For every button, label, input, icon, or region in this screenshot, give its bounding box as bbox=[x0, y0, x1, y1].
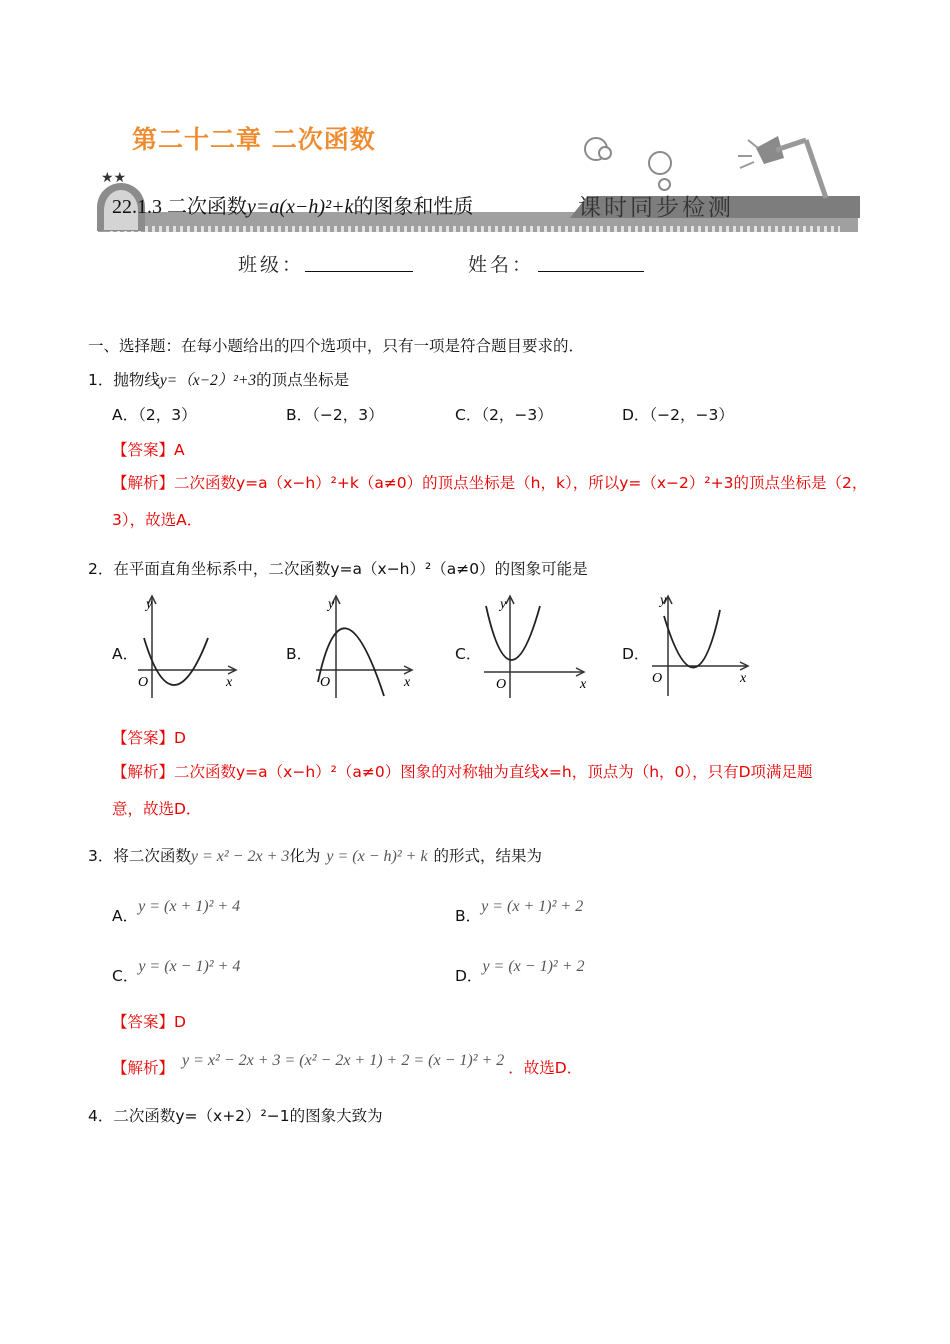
q2c-axis-x: x bbox=[580, 677, 587, 692]
chapter-title: 第二十二章 二次函数 bbox=[132, 125, 376, 154]
banner-dots bbox=[110, 226, 840, 232]
q2-option-b-label: B． bbox=[286, 645, 313, 663]
section-prefix: 22.1.3 二次函数 bbox=[112, 196, 247, 218]
q3-option-a-formula: y = (x + 1)² + 4 bbox=[138, 898, 241, 915]
q3-option-b-label: B． bbox=[455, 907, 482, 925]
q2-graph-c bbox=[480, 592, 590, 702]
q2d-axis-y: y bbox=[660, 593, 667, 608]
star-icon: ★★ bbox=[101, 170, 127, 186]
q1-analysis-line2: 3），故选A． bbox=[112, 511, 203, 529]
question-3-stem bbox=[88, 846, 542, 867]
q2-option-d-label: D． bbox=[622, 645, 650, 663]
bubble-icon-3 bbox=[658, 178, 671, 191]
q3-option-d-label: D． bbox=[455, 967, 483, 985]
q2-graph-a bbox=[136, 592, 246, 702]
section-formula: y=a(x−h)²+k bbox=[247, 196, 354, 218]
q3-option-c-formula: y = (x − 1)² + 4 bbox=[138, 958, 241, 975]
q2c-axis-y: y bbox=[500, 597, 507, 612]
q2-option-a-label: A． bbox=[112, 645, 139, 663]
desk-lamp-icon bbox=[730, 128, 850, 208]
question-2-stem: 2．在平面直角坐标系中，二次函数y=a（x−h）²（a≠0）的图象可能是 bbox=[88, 560, 588, 578]
bubble-icon-small bbox=[598, 146, 612, 160]
q2b-axis-y: y bbox=[328, 597, 335, 612]
q3-option-b-formula: y = (x + 1)² + 2 bbox=[481, 898, 584, 915]
name-label: 姓名： bbox=[468, 254, 535, 276]
q2-graph-b bbox=[312, 592, 422, 702]
q1-stem-text: 1．抛物线 bbox=[88, 371, 160, 389]
q3-analysis bbox=[112, 1052, 583, 1079]
q3-stem-formula2: y = (x − h)² + k bbox=[326, 848, 428, 865]
q2-graph-d bbox=[648, 588, 758, 700]
q2a-axis-x: x bbox=[226, 675, 233, 690]
q2a-axis-y: y bbox=[146, 597, 153, 612]
q1-stem-end: 的顶点坐标是 bbox=[256, 371, 350, 389]
question-1-stem bbox=[88, 370, 349, 391]
q2a-origin: O bbox=[138, 675, 149, 690]
q3-option-d bbox=[455, 958, 585, 987]
q3-option-d-formula: y = (x − 1)² + 2 bbox=[482, 958, 585, 975]
q3-option-a-label: A． bbox=[112, 907, 139, 925]
q3-option-a bbox=[112, 898, 241, 927]
q3-option-c bbox=[112, 958, 241, 987]
q1-option-c: C．（2，−3） bbox=[455, 406, 553, 424]
q2b-axis-x: x bbox=[404, 675, 411, 690]
q3-stem-c: 的形式，结果为 bbox=[433, 847, 543, 865]
q1-option-a: A．（2，3） bbox=[112, 406, 197, 424]
q2b-origin: O bbox=[320, 675, 331, 690]
q2d-origin: O bbox=[652, 671, 663, 686]
q2-analysis-line1: 【解析】二次函数y=a（x−h）²（a≠0）图象的对称轴为直线x=h，顶点为（h，0），只有D项满足题 bbox=[112, 763, 813, 781]
q1-option-d: D．（−2，−3） bbox=[622, 406, 734, 424]
q2d-axis-x: x bbox=[740, 671, 747, 686]
q3-analysis-label: 【解析】 bbox=[112, 1059, 175, 1077]
section-suffix: 的图象和性质 bbox=[353, 196, 474, 218]
name-blank[interactable] bbox=[538, 271, 644, 272]
q1-analysis-line1: 【解析】二次函数y=a（x−h）²+k（a≠0）的顶点坐标是（h，k），所以y=（x−2）²+3的顶点坐标是（2， bbox=[112, 474, 868, 492]
q3-analysis-end: ．故选D． bbox=[508, 1059, 583, 1077]
q3-stem-b: 化为 bbox=[289, 847, 321, 865]
q2-analysis-line2: 意，故选D． bbox=[112, 800, 202, 818]
q1-answer: 【答案】A bbox=[112, 441, 185, 459]
q2-option-c-label: C． bbox=[455, 645, 482, 663]
class-label: 班级： bbox=[238, 254, 305, 276]
question-4-stem: 4．二次函数y=（x+2）²−1的图象大致为 bbox=[88, 1107, 383, 1125]
bubble-icon-2 bbox=[648, 151, 672, 175]
q3-stem-formula1: y = x² − 2x + 3 bbox=[190, 848, 290, 865]
section-heading: 一、选择题：在每小题给出的四个选项中，只有一项是符合题目要求的． bbox=[88, 337, 585, 355]
q1-option-b: B．（−2，3） bbox=[286, 406, 384, 424]
class-blank[interactable] bbox=[305, 271, 413, 272]
q3-analysis-formula: y = x² − 2x + 3 = (x² − 2x + 1) + 2 = (x − 1)² + 2 bbox=[182, 1052, 505, 1069]
q3-stem-a: 3．将二次函数 bbox=[88, 847, 191, 865]
q2c-origin: O bbox=[496, 677, 507, 692]
q3-option-c-label: C． bbox=[112, 967, 139, 985]
q1-stem-formula: y=（x−2）²+3 bbox=[159, 372, 257, 389]
q3-option-b bbox=[455, 898, 584, 927]
sync-test-title: 课时同步检测 bbox=[578, 195, 734, 221]
q3-answer: 【答案】D bbox=[112, 1013, 186, 1031]
section-title bbox=[112, 190, 473, 219]
q2-answer: 【答案】D bbox=[112, 729, 186, 747]
